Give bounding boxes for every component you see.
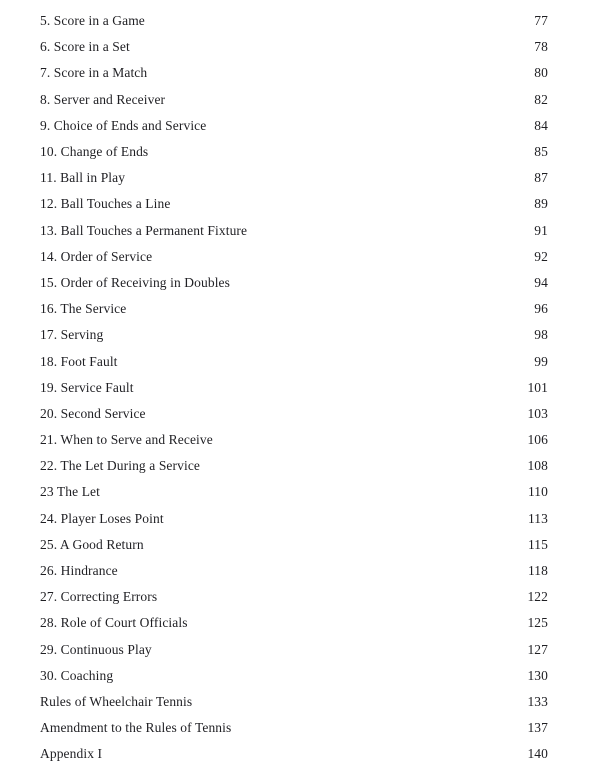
toc-entry-label: 29. Continuous Play	[40, 641, 152, 657]
toc-row	[40, 610, 548, 636]
toc-row	[40, 296, 548, 322]
toc-entry-page-number: 77	[534, 13, 548, 29]
toc-row	[40, 663, 548, 689]
toc-row	[40, 348, 548, 374]
table-of-contents	[40, 8, 548, 767]
toc-row	[40, 584, 548, 610]
toc-entry-label: 21. When to Serve and Receive	[40, 432, 213, 448]
toc-entry-page-number: 115	[527, 536, 548, 552]
toc-row	[40, 165, 548, 191]
toc-row	[40, 427, 548, 453]
toc-row	[40, 453, 548, 479]
toc-entry-page-number: 89	[534, 196, 548, 212]
toc-entry-label: 15. Order of Receiving in Doubles	[40, 274, 231, 290]
toc-entry-label: 27. Correcting Errors	[40, 589, 158, 605]
toc-row	[40, 375, 548, 401]
toc-row	[40, 60, 548, 86]
toc-entry-page-number: 103	[527, 405, 548, 421]
toc-entry-page-number: 80	[534, 65, 548, 81]
toc-entry-page-number: 133	[527, 693, 548, 709]
toc-entry-page-number: 113	[527, 510, 548, 526]
toc-row	[40, 689, 548, 715]
toc-row	[40, 741, 548, 767]
toc-entry-label: 23 The Let	[40, 484, 100, 500]
toc-entry-label: Amendment to the Rules of Tennis	[40, 720, 232, 736]
toc-entry-page-number: 110	[527, 484, 548, 500]
toc-entry-label: 22. The Let During a Service	[40, 458, 201, 474]
toc-row	[40, 8, 548, 34]
toc-entry-page-number: 87	[534, 170, 548, 186]
toc-row	[40, 479, 548, 505]
toc-entry-label: 16. The Service	[40, 301, 127, 317]
toc-entry-label: 28. Role of Court Officials	[40, 615, 188, 631]
toc-row	[40, 218, 548, 244]
toc-entry-page-number: 122	[527, 589, 548, 605]
toc-entry-page-number: 96	[534, 301, 548, 317]
toc-entry-label: 20. Second Service	[40, 405, 146, 421]
toc-row	[40, 401, 548, 427]
toc-entry-page-number: 140	[527, 746, 548, 762]
toc-entry-page-number: 85	[534, 144, 548, 160]
toc-entry-page-number: 92	[534, 248, 548, 264]
toc-row	[40, 34, 548, 60]
toc-row	[40, 270, 548, 296]
toc-entry-label: 7. Score in a Match	[40, 65, 148, 81]
toc-entry-page-number: 78	[534, 39, 548, 55]
toc-entry-label: 26. Hindrance	[40, 563, 118, 579]
toc-entry-label: 9. Choice of Ends and Service	[40, 117, 207, 133]
toc-entry-label: 14. Order of Service	[40, 248, 153, 264]
toc-entry-label: 13. Ball Touches a Permanent Fixture	[40, 222, 248, 238]
toc-row	[40, 113, 548, 139]
toc-entry-page-number: 82	[534, 91, 548, 107]
toc-entry-label: Appendix I	[40, 746, 103, 762]
toc-entry-label: Rules of Wheelchair Tennis	[40, 693, 193, 709]
toc-row	[40, 506, 548, 532]
toc-entry-page-number: 118	[527, 563, 548, 579]
toc-entry-label: 10. Change of Ends	[40, 144, 149, 160]
toc-entry-label: 5. Score in a Game	[40, 13, 145, 29]
toc-entry-page-number: 127	[527, 641, 548, 657]
toc-row	[40, 637, 548, 663]
toc-entry-label: 12. Ball Touches a Line	[40, 196, 171, 212]
toc-entry-label: 19. Service Fault	[40, 379, 134, 395]
toc-entry-page-number: 125	[527, 615, 548, 631]
toc-row	[40, 532, 548, 558]
toc-entry-label: 24. Player Loses Point	[40, 510, 164, 526]
toc-entry-label: 8. Server and Receiver	[40, 91, 166, 107]
toc-row	[40, 715, 548, 741]
toc-row	[40, 558, 548, 584]
toc-entry-page-number: 106	[527, 432, 548, 448]
toc-entry-page-number: 137	[527, 720, 548, 736]
toc-entry-page-number: 94	[534, 274, 548, 290]
toc-entry-label: 30. Coaching	[40, 667, 114, 683]
toc-entry-page-number: 101	[527, 379, 548, 395]
toc-entry-label: 6. Score in a Set	[40, 39, 130, 55]
toc-entry-label: 25. A Good Return	[40, 536, 144, 552]
toc-entry-page-number: 108	[527, 458, 548, 474]
toc-row	[40, 244, 548, 270]
toc-entry-page-number: 98	[534, 327, 548, 343]
toc-entry-label: 11. Ball in Play	[40, 170, 126, 186]
toc-row	[40, 139, 548, 165]
toc-entry-page-number: 91	[534, 222, 548, 238]
toc-row	[40, 322, 548, 348]
toc-row	[40, 87, 548, 113]
toc-entry-label: 17. Serving	[40, 327, 104, 343]
toc-entry-page-number: 130	[527, 667, 548, 683]
toc-row	[40, 191, 548, 217]
toc-entry-label: 18. Foot Fault	[40, 353, 118, 369]
toc-entry-page-number: 84	[534, 117, 548, 133]
toc-entry-page-number: 99	[534, 353, 548, 369]
